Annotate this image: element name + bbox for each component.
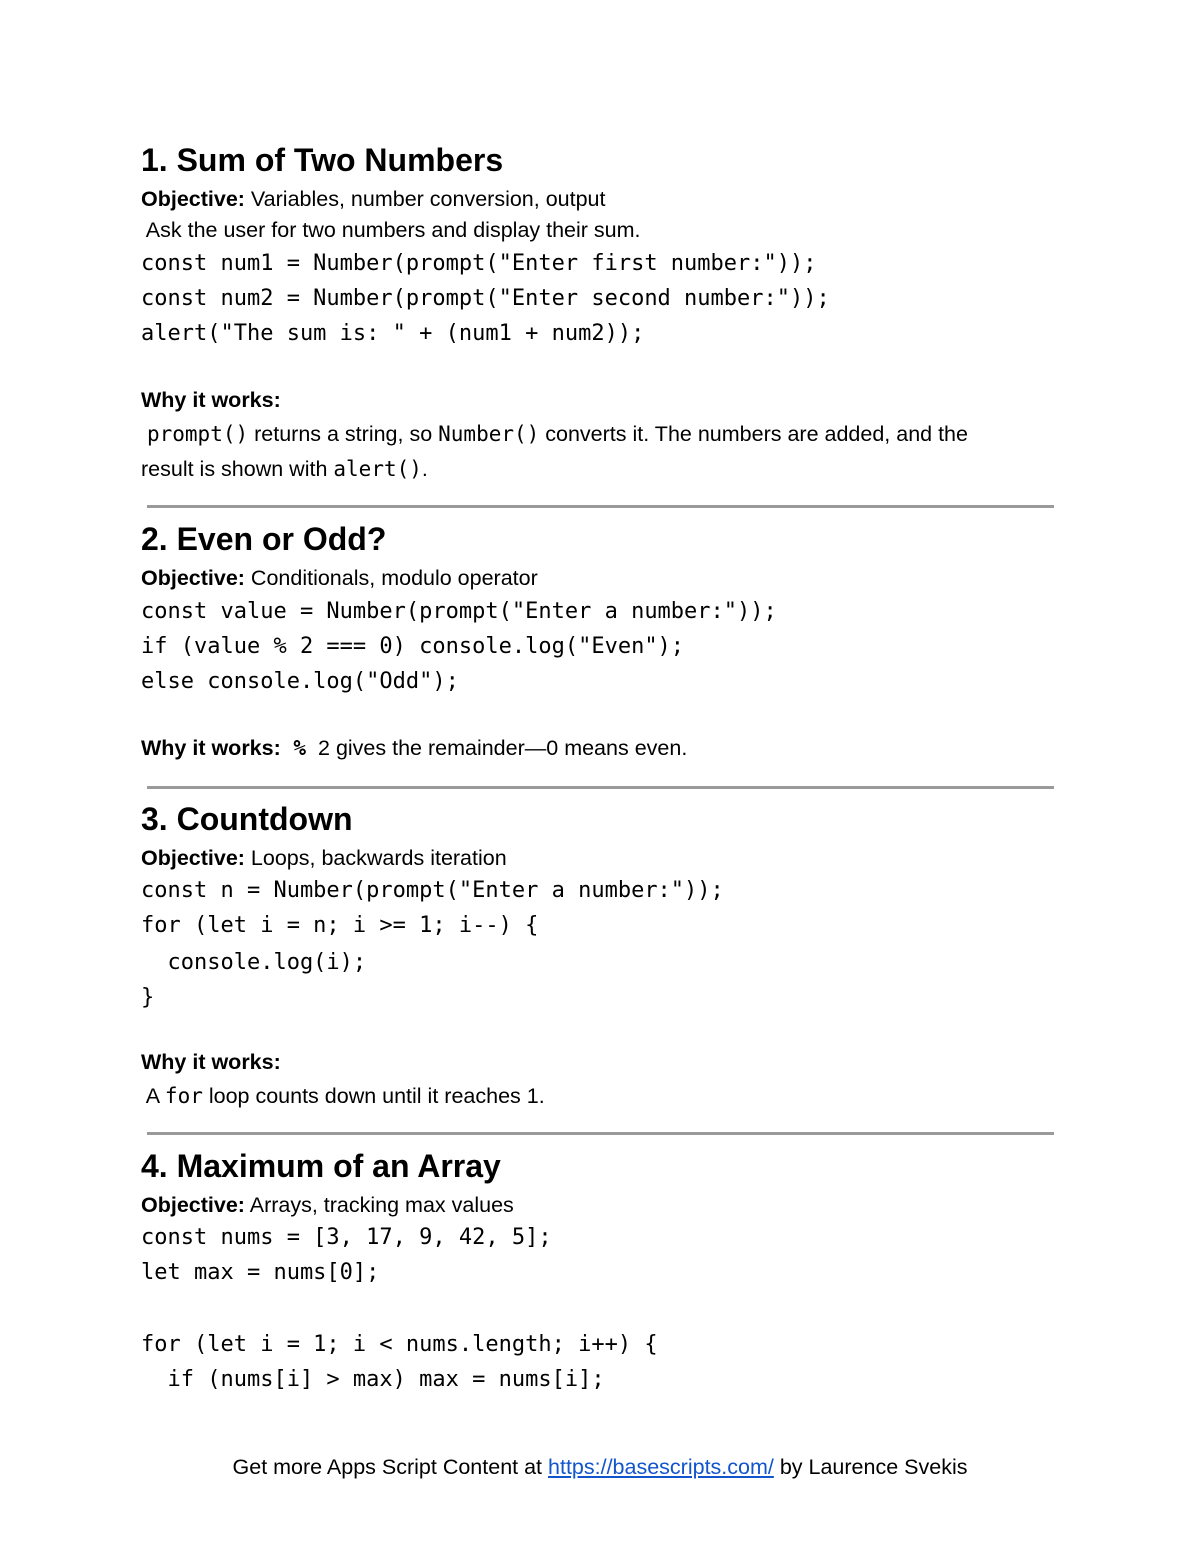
code-line: const num1 = Number(prompt("Enter first number:"));	[141, 251, 817, 276]
why-it-works-label: Why it works:	[141, 388, 281, 412]
section-2-objective	[141, 565, 538, 591]
code-line: const nums = [3, 17, 9, 42, 5];	[141, 1225, 552, 1250]
inline-code: prompt()	[146, 422, 249, 446]
section-1-description: Ask the user for two numbers and display their sum.	[141, 218, 641, 242]
objective-text: Variables, number conversion, output	[244, 187, 606, 211]
objective-text: Conditionals, modulo operator	[244, 566, 538, 590]
section-1-why-line-1	[141, 421, 968, 447]
objective-text: Arrays, tracking max values	[244, 1193, 514, 1217]
section-divider	[147, 786, 1054, 789]
why-text: converts it. The numbers are added, and the	[539, 422, 968, 446]
objective-label: Objective:	[141, 846, 245, 870]
code-line: else console.log("Odd");	[141, 669, 459, 694]
code-line: let max = nums[0];	[141, 1260, 380, 1285]
code-line: console.log(i);	[141, 950, 367, 975]
code-line: for (let i = n; i >= 1; i--) {	[141, 913, 539, 938]
objective-label: Objective:	[141, 566, 245, 590]
section-1-why-line-2	[141, 456, 428, 482]
section-1-objective	[141, 186, 605, 212]
why-text: result is shown with	[141, 457, 334, 481]
code-line: }	[141, 985, 155, 1010]
code-line: const value = Number(prompt("Enter a number:"));	[141, 599, 777, 624]
section-3-title: 3. Countdown	[141, 801, 353, 837]
code-line: if (value % 2 === 0) console.log("Even");	[141, 634, 685, 659]
why-it-works-label: Why it works:	[141, 736, 281, 760]
page-footer	[0, 1454, 1200, 1480]
section-2-why	[141, 735, 687, 761]
code-line: const n = Number(prompt("Enter a number:"));	[141, 878, 724, 903]
inline-code: alert()	[333, 457, 422, 481]
inline-code: Number()	[438, 422, 540, 446]
code-line: if (nums[i] > max) max = nums[i];	[141, 1367, 605, 1392]
why-text: loop counts down until it reaches 1.	[202, 1084, 545, 1108]
inline-code: %	[280, 736, 307, 760]
code-line: for (let i = 1; i < nums.length; i++) {	[141, 1332, 658, 1357]
objective-label: Objective:	[141, 1193, 245, 1217]
section-divider	[147, 505, 1054, 508]
why-it-works-label: Why it works:	[141, 1050, 281, 1074]
code-line: alert("The sum is: " + (num1 + num2));	[141, 321, 645, 346]
section-3-objective	[141, 845, 507, 871]
section-4-title: 4. Maximum of an Array	[141, 1148, 501, 1184]
section-2-title: 2. Even or Odd?	[141, 521, 387, 557]
section-4-objective	[141, 1192, 514, 1218]
objective-label: Objective:	[141, 187, 245, 211]
section-1-title: 1. Sum of Two Numbers	[141, 142, 504, 178]
why-text: .	[421, 457, 428, 481]
objective-text: Loops, backwards iteration	[244, 846, 507, 870]
why-text: A	[141, 1084, 165, 1108]
inline-code: for	[164, 1084, 203, 1108]
code-line: const num2 = Number(prompt("Enter second number:"));	[141, 286, 830, 311]
footer-prefix: Get more Apps Script Content at	[232, 1455, 549, 1479]
footer-suffix: by Laurence Svekis	[773, 1455, 968, 1479]
why-text: returns a string, so	[248, 422, 439, 446]
section-divider	[147, 1132, 1054, 1135]
why-text: 2 gives the remainder—0 means even.	[306, 736, 688, 760]
basescripts-link[interactable]: https://basescripts.com/	[548, 1455, 774, 1479]
section-3-why-line	[141, 1083, 545, 1109]
